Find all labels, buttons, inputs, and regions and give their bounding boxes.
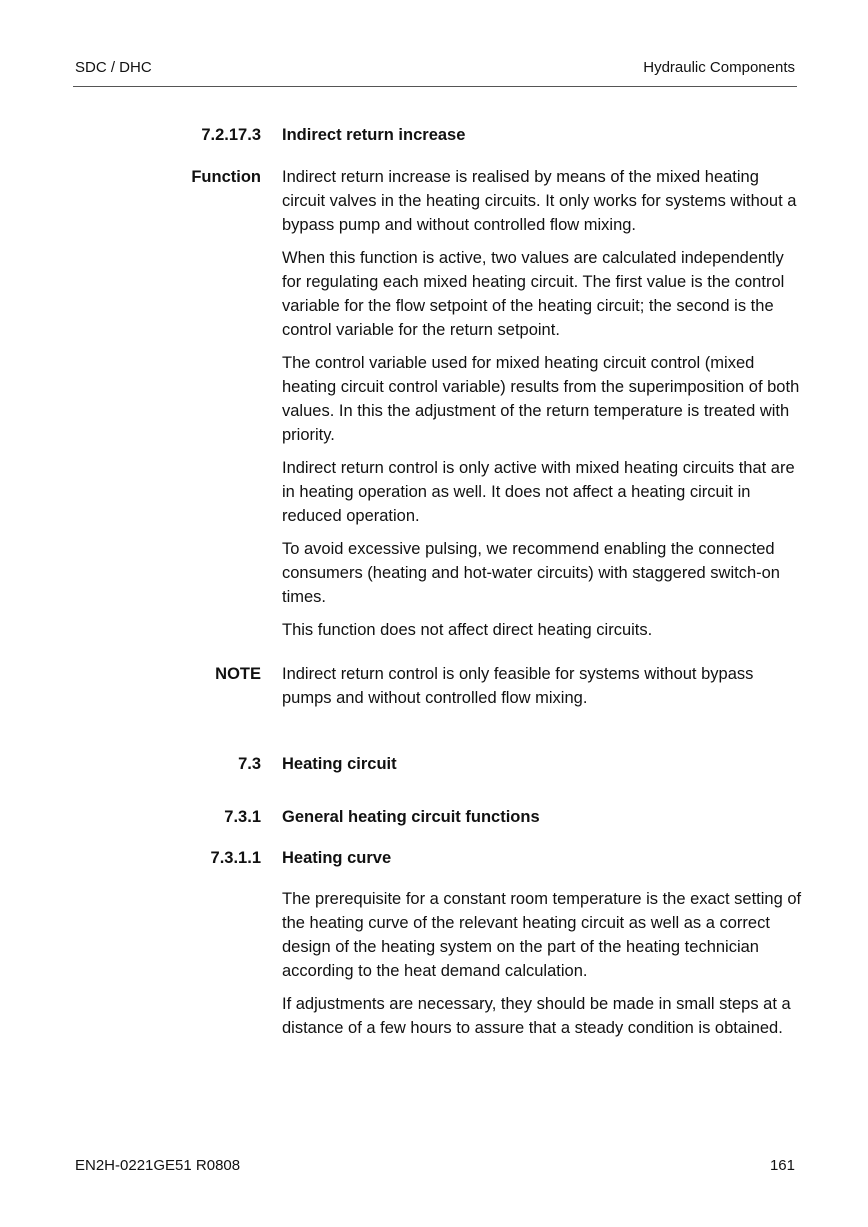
function-label: Function	[191, 168, 261, 186]
paragraph: Indirect return control is only active with mixed heating circuits that are in heating operation as well. It does not affect a heating circuit in reduced operation.	[282, 459, 795, 525]
page-footer	[73, 1156, 797, 1180]
paragraph: If adjustments are necessary, they should be made in small steps at a distance of a few hours to assure that a steady condition is obtained.	[282, 995, 791, 1037]
paragraph: When this function is active, two values are calculated independently for regulating each mixed heating circuit. The first value is the control variable for the flow setpoint of the heating circuit; the second is the control variable for the return setpoint.	[282, 249, 785, 339]
header-right-text: Hydraulic Components	[643, 59, 795, 76]
section-title: Indirect return increase	[282, 126, 466, 144]
section-number: 7.3.1.1	[210, 849, 261, 867]
section-number: 7.2.17.3	[201, 126, 261, 144]
paragraph: The prerequisite for a constant room temperature is the exact setting of the heating curve of the relevant heating circuit as well as a correct design of the heating system on the part of the heating technician according to the heat demand calculation.	[282, 890, 802, 980]
function-text	[282, 165, 802, 651]
section-title: General heating circuit functions	[282, 808, 540, 826]
section-7-2-17-3-heading	[0, 123, 868, 147]
section-title: Heating curve	[282, 849, 392, 867]
section-7-3-1-1-heading	[0, 846, 868, 870]
document-code: EN2H-0221GE51 R0808	[75, 1157, 241, 1174]
section-number: 7.3.1	[224, 808, 261, 826]
paragraph: The control variable used for mixed heating circuit control (mixed heating circuit control variable) results from the superimposition of both values. In this the adjustment of the return temperature is treated with priority.	[282, 354, 800, 444]
page-number: 161	[769, 1157, 795, 1174]
paragraph: To avoid excessive pulsing, we recommend enabling the connected consumers (heating and hot-water circuits) with staggered switch-on times.	[282, 540, 780, 606]
note-label: NOTE	[215, 665, 261, 683]
header-left-text: SDC / DHC	[75, 59, 152, 76]
paragraph: Indirect return control is only feasible for systems without bypass pumps and without controlled flow mixing.	[282, 665, 754, 707]
heating-curve-text	[282, 887, 802, 1049]
section-7-3-1-heading	[0, 805, 868, 829]
note-text	[282, 662, 802, 719]
paragraph: Indirect return increase is realised by means of the mixed heating circuit valves in the heating circuits. It only works for systems without a bypass pump and without controlled flow mixing.	[282, 168, 797, 234]
section-title: Heating circuit	[282, 755, 397, 773]
section-7-3-heading	[0, 752, 868, 776]
paragraph: This function does not affect direct heating circuits.	[282, 621, 653, 639]
page-header	[73, 56, 797, 87]
section-number: 7.3	[238, 755, 261, 773]
